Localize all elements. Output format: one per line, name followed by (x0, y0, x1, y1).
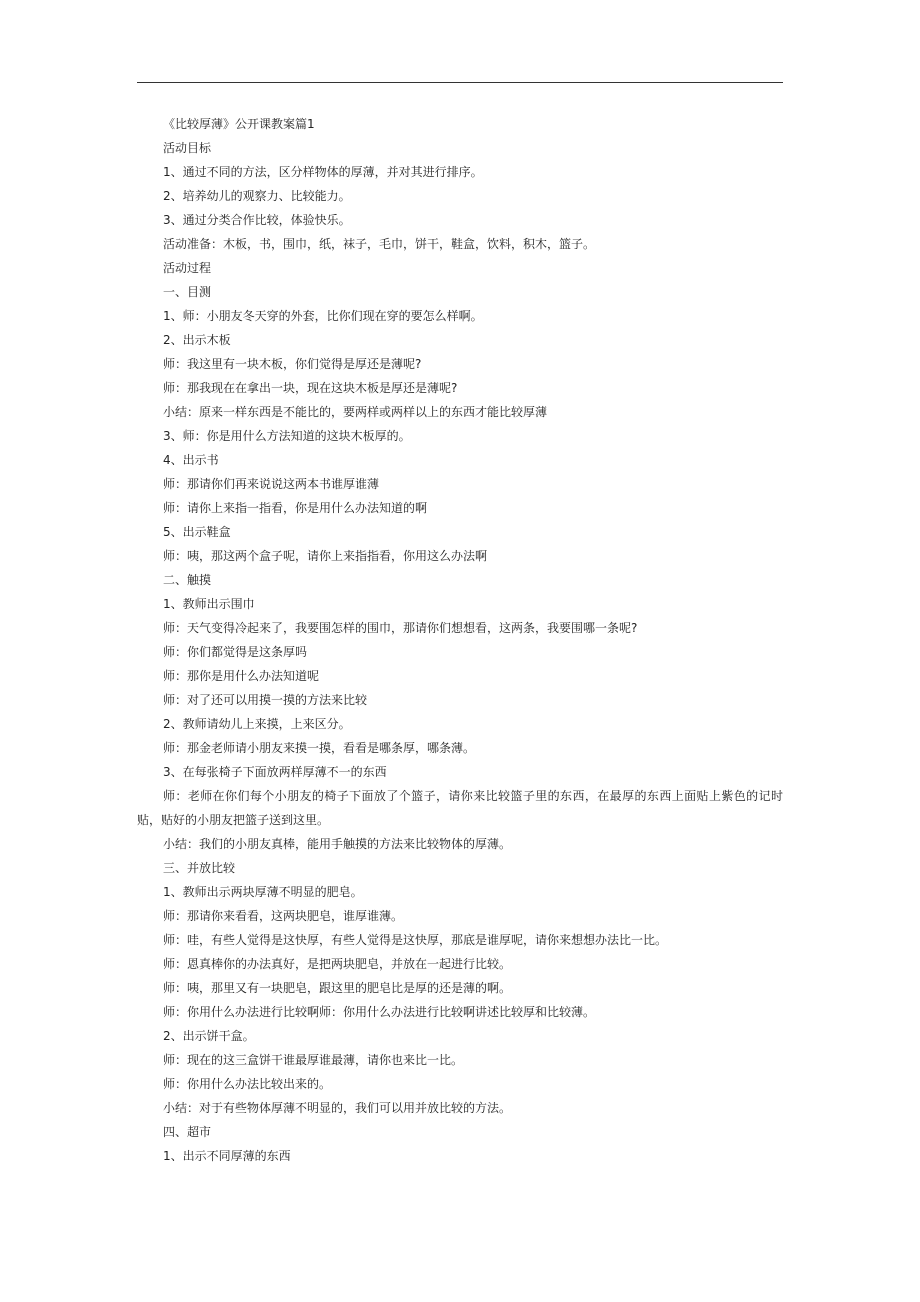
paragraph: 1、教师出示两块厚薄不明显的肥皂。 (163, 885, 363, 899)
section-heading: 活动过程 (163, 261, 212, 275)
paragraph: 师：你用什么办法比较出来的。 (163, 1077, 332, 1091)
paragraph: 2、教师请幼儿上来摸，上来区分。 (163, 717, 351, 731)
paragraph: 师：咦，那这两个盒子呢，请你上来指指看，你用这么办法啊 (163, 549, 488, 563)
paragraph: 师：那你是用什么办法知道呢 (163, 669, 320, 683)
paragraph: 活动准备：木板，书，围巾，纸，袜子，毛巾，饼干，鞋盒，饮料，积木，篮子。 (163, 237, 596, 251)
document-title: 《比较厚薄》公开课教案篇1 (163, 117, 315, 131)
paragraph: 2、出示木板 (163, 333, 231, 347)
paragraph: 师：你用什么办法进行比较啊师：你用什么办法进行比较啊讲述比较厚和比较薄。 (163, 1005, 596, 1019)
paragraph: 师：咦，那里又有一块肥皂，跟这里的肥皂比是厚的还是薄的啊。 (163, 981, 512, 995)
paragraph: 小结：原来一样东西是不能比的，要两样或两样以上的东西才能比较厚薄 (163, 405, 548, 419)
paragraph: 师：那我现在在拿出一块，现在这块木板是厚还是薄呢? (163, 381, 458, 395)
paragraph: 5、出示鞋盒 (163, 525, 231, 539)
paragraph: 2、培养幼儿的观察力、比较能力。 (163, 189, 351, 203)
section-heading: 三、并放比较 (163, 861, 236, 875)
paragraph: 师：那请你来看看，这两块肥皂，谁厚谁薄。 (163, 909, 404, 923)
paragraph: 师：对了还可以用摸一摸的方法来比较 (163, 693, 368, 707)
paragraph: 师：那金老师请小朋友来摸一摸，看看是哪条厚，哪条薄。 (163, 741, 476, 755)
paragraph: 1、通过不同的方法，区分样物体的厚薄，并对其进行排序。 (163, 165, 483, 179)
document-body (137, 112, 783, 1168)
paragraph: 师：哇，有些人觉得是这快厚，有些人觉得是这快厚，那底是谁厚呢，请你来想想办法比一比。 (163, 933, 668, 947)
paragraph: 师：我这里有一块木板，你们觉得是厚还是薄呢? (163, 357, 422, 371)
paragraph: 3、师：你是用什么方法知道的这块木板厚的。 (163, 429, 411, 443)
paragraph: 师：那请你们再来说说这两本书谁厚谁薄 (163, 477, 380, 491)
paragraph: 2、出示饼干盒。 (163, 1029, 255, 1043)
paragraph: 小结：我们的小朋友真棒，能用手触摸的方法来比较物体的厚薄。 (163, 837, 512, 851)
paragraph: 3、在每张椅子下面放两样厚薄不一的东西 (163, 765, 387, 779)
paragraph: 师：你们都觉得是这条厚吗 (163, 645, 308, 659)
paragraph: 4、出示书 (163, 453, 219, 467)
section-heading: 四、超市 (163, 1125, 212, 1139)
paragraph: 师：天气变得冷起来了，我要围怎样的围巾，那请你们想想看，这两条，我要围哪一条呢? (163, 621, 638, 635)
header-rule (137, 82, 783, 83)
paragraph: 师：请你上来指一指看，你是用什么办法知道的啊 (163, 501, 428, 515)
paragraph: 1、教师出示围巾 (163, 597, 255, 611)
paragraph: 小结：对于有些物体厚薄不明显的，我们可以用并放比较的方法。 (163, 1101, 512, 1115)
section-heading: 活动目标 (163, 141, 212, 155)
section-heading: 一、目测 (163, 285, 212, 299)
section-heading: 二、触摸 (163, 573, 212, 587)
paragraph: 师：老师在你们每个小朋友的椅子下面放了个篮子，请你来比较篮子里的东西，在最厚的东西上面贴上紫色的记时贴，贴好的小朋友把篮子送到这里。 (137, 789, 783, 827)
paragraph: 1、出示不同厚薄的东西 (163, 1149, 291, 1163)
paragraph: 3、通过分类合作比较，体验快乐。 (163, 213, 351, 227)
paragraph: 师：恩真棒你的办法真好，是把两块肥皂，并放在一起进行比较。 (163, 957, 512, 971)
paragraph: 师：现在的这三盒饼干谁最厚谁最薄，请你也来比一比。 (163, 1053, 464, 1067)
paragraph: 1、师：小朋友冬天穿的外套，比你们现在穿的要怎么样啊。 (163, 309, 483, 323)
